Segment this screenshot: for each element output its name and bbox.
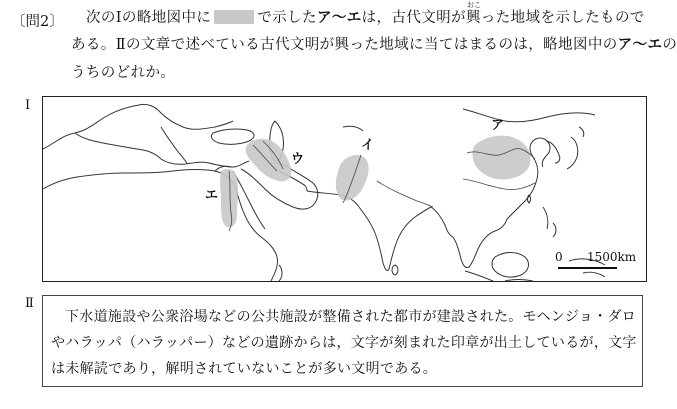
sumatra-java: [465, 271, 533, 281]
question-line-1: [86, 1, 645, 26]
question-text-1d: った地域を示したもので: [480, 10, 645, 26]
map-svg: [43, 97, 646, 281]
borneo: [492, 253, 528, 278]
sketch-map: [42, 96, 647, 282]
inland-coast-north: [463, 109, 595, 122]
question-line-3: うちのどれか。: [71, 65, 176, 81]
ruby-okoru: [465, 1, 481, 26]
scale-zero: 0: [555, 250, 563, 264]
passage-line-3: は未解読であり，解明されていないことが多い文明である。: [51, 361, 438, 377]
question-text-2a: ある。Ⅱの文章で述べている古代文明が興った地域に当てはまるのは，略地図中の: [71, 37, 618, 53]
region-i-indus: [336, 155, 369, 201]
region-u-mesopotamia: [246, 139, 292, 182]
japan: [567, 127, 584, 169]
marker-i: イ: [361, 138, 375, 153]
question-text-2b: の: [662, 37, 677, 53]
choice-range: ア〜エ: [316, 10, 362, 26]
philippines: [543, 207, 556, 237]
question-text-1c: は，古代文明が: [361, 10, 466, 26]
passage-line-2: やハラッパ（ハラッパー）などの遺跡からは，文字が刻まれた印章が出土しているが，文字: [51, 335, 637, 351]
question-text-1a: 次のⅠの略地図中に: [86, 10, 212, 26]
passage-section-label: Ⅱ: [25, 296, 34, 311]
coast-europe: [43, 104, 233, 149]
region-e-egypt: [220, 169, 238, 227]
passage-box: [42, 295, 643, 387]
map-section-label: Ⅰ: [25, 98, 31, 113]
question-text-1b: で示した: [257, 10, 317, 26]
river-ganges: [377, 181, 433, 207]
scale-distance: 1500km: [587, 250, 637, 264]
marker-u: ウ: [291, 152, 305, 167]
marker-a: ア: [491, 118, 505, 133]
gray-region-swatch: [214, 10, 254, 24]
india: [359, 207, 431, 271]
river-yangtze: [463, 179, 535, 190]
madagascar: [279, 265, 282, 281]
black-sea: [211, 129, 254, 144]
ruby-base: 興: [465, 10, 481, 26]
marker-e: エ: [205, 188, 219, 203]
question-line-2: [71, 38, 677, 53]
bay-of-bengal: [431, 207, 453, 237]
sri-lanka: [392, 265, 398, 275]
lake-balkhash: [343, 126, 363, 131]
passage-line-1: 下水道施設や公衆浴場などの公共施設が整備された都市が建設された。モヘンジョ・ダロ: [65, 309, 637, 325]
red-sea: [233, 171, 265, 229]
question-number: 〔問2〕: [11, 14, 64, 30]
ruby-reading: おこ: [466, 1, 481, 9]
region-a-yellow-river: [472, 136, 530, 180]
coast-europe-south: [75, 133, 249, 167]
coast-italy: [161, 127, 187, 163]
choice-range-2: ア〜エ: [617, 37, 663, 53]
coast-africa: [43, 170, 278, 282]
southeast-asia: [453, 219, 507, 268]
